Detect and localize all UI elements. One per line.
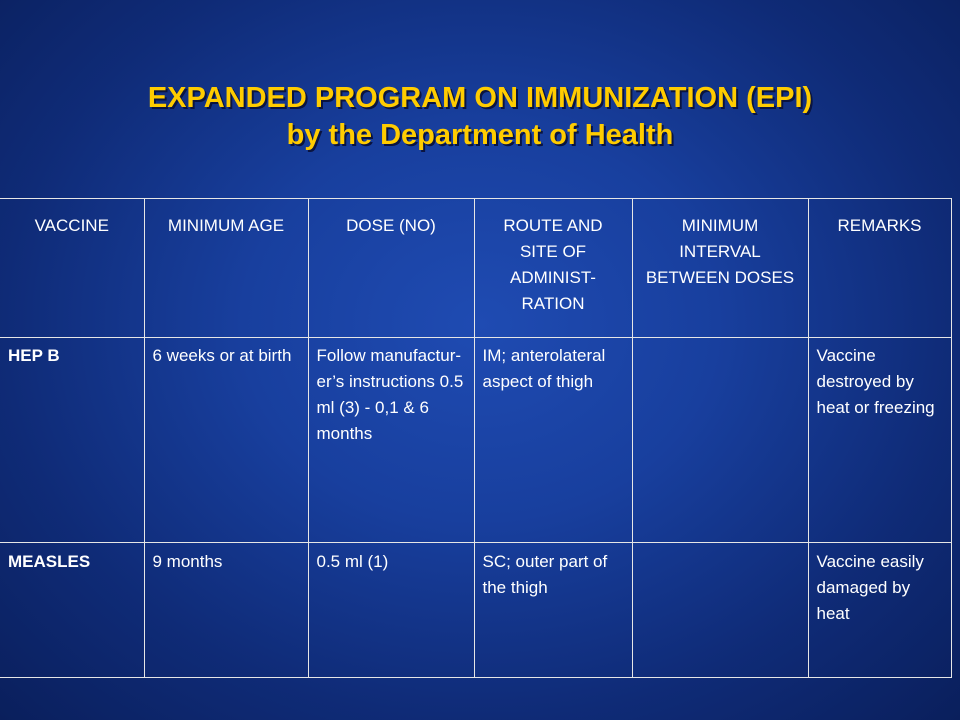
cell-dose: 0.5 ml (1) xyxy=(308,543,474,678)
cell-minimum-age: 9 months xyxy=(144,543,308,678)
cell-minimum-interval xyxy=(632,543,808,678)
cell-minimum-interval xyxy=(632,338,808,543)
cell-remarks: Vaccine destroyed by heat or freezing xyxy=(808,338,951,543)
header-dose: DOSE (NO) xyxy=(308,199,474,338)
cell-route-site: IM; anterolateral aspect of thigh xyxy=(474,338,632,543)
cell-minimum-age: 6 weeks or at birth xyxy=(144,338,308,543)
cell-vaccine: MEASLES xyxy=(0,543,144,678)
cell-remarks: Vaccine easily damaged by heat xyxy=(808,543,951,678)
title-line-1: EXPANDED PROGRAM ON IMMUNIZATION (EPI) xyxy=(147,82,813,114)
table-row xyxy=(0,543,951,678)
slide-title xyxy=(0,80,960,154)
epi-schedule-table xyxy=(0,198,952,678)
cell-dose: Follow manufactur-er’s instructions 0.5 ml (3) - 0,1 & 6 months xyxy=(308,338,474,543)
header-minimum-interval: MINIMUM INTERVAL BETWEEN DOSES xyxy=(632,199,808,338)
cell-route-site: SC; outer part of the thigh xyxy=(474,543,632,678)
cell-vaccine: HEP B xyxy=(0,338,144,543)
header-remarks: REMARKS xyxy=(808,199,951,338)
table-row xyxy=(0,338,951,543)
header-vaccine: VACCINE xyxy=(0,199,144,338)
table-header-row xyxy=(0,199,951,338)
header-minimum-age: MINIMUM AGE xyxy=(144,199,308,338)
title-line-2: by the Department of Health xyxy=(286,119,674,151)
header-route-site: ROUTE AND SITE OF ADMINIST-RATION xyxy=(474,199,632,338)
